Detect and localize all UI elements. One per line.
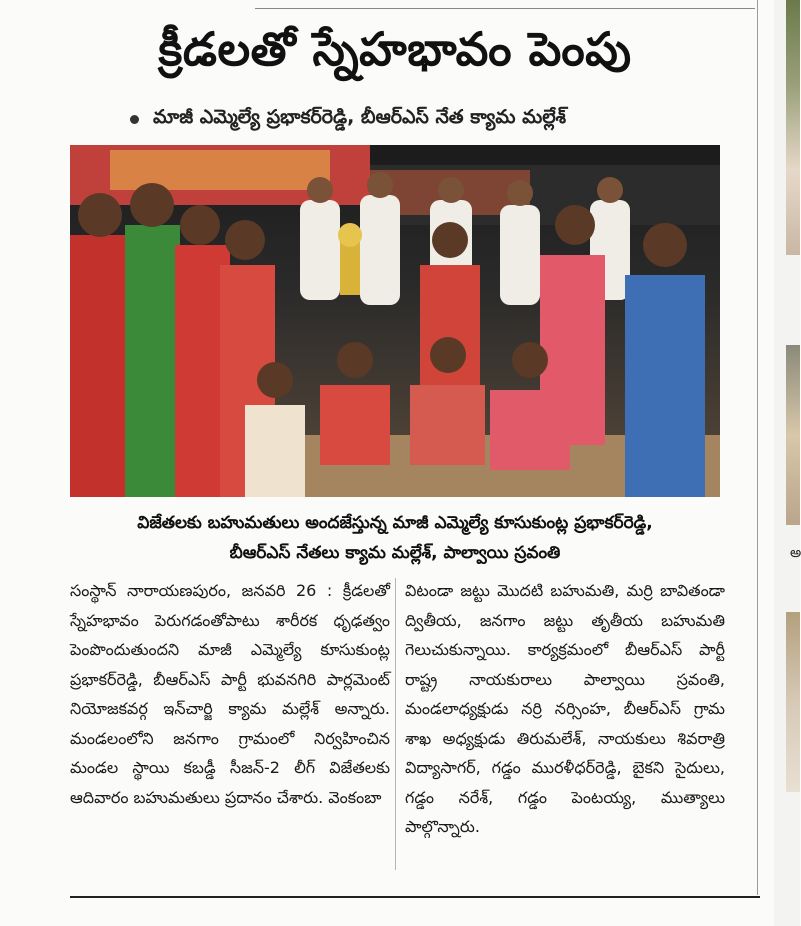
caption-line-2: బీఆర్‌ఎస్ నేతలు క్యామ మల్లేశ్, పాల్వాయి స్రవంతి — [229, 543, 561, 563]
news-photo — [70, 145, 720, 497]
adjacent-photo — [786, 612, 800, 792]
adjacent-photo — [786, 0, 800, 255]
photo-caption — [70, 508, 720, 568]
bottom-rule — [70, 896, 760, 898]
column-divider — [757, 0, 758, 895]
headline: క్రీడలతో స్నేహభావం పెంపు — [158, 22, 632, 76]
caption-line-1: విజేతలకు బహుమతులు అందజేస్తున్న మాజీ ఎమ్మెల్యే కూసుకుంట్ల ప్రభాకర్‌రెడ్డి, — [137, 513, 653, 533]
inner-column-divider — [395, 578, 396, 870]
photo-illustration — [70, 145, 720, 497]
body-column-2: విటండా జట్టు మొదటి బహుమతి, మర్రి బావితండా ద్వితీయ, జనగాం జట్టు తృతీయ బహుమతి గెలుచుకున్నాయి. కార్యక్రమంలో బీఆర్‌ఎస్ పార్టీ రాష్ట్ర నాయకురాలు పాల్వాయి స్రవంతి, మండలాధ్యక్షుడు నర్రి నర్సింహ, బీఆర్‌ఎస్ గ్రామ శాఖ అధ్యక్షుడు తిరుమలేశ్, నాయకులు శివరాత్రి విద్యాసాగర్, గడ్డం మురళీధర్‌రెడ్డి, బైకని సైదులు, గడ్డం నరేశ్, గడ్డం పెంటయ్య, ముత్యాలు పాల్గొన్నారు. — [405, 581, 725, 836]
adjacent-article-strip — [774, 0, 800, 926]
subheadline-text: మాజీ ఎమ్మెల్యే ప్రభాకర్‌రెడ్డి, బీఆర్‌ఎస్ నేత క్యామ మల్లేశ్ — [153, 106, 567, 128]
body-column-1: సంస్థాన్ నారాయణపురం, జనవరి 26 : క్రీడలతో స్నేహభావం పెరుగడంతోపాటు శారీరక ధృఢత్వం పెంపొందుతుందని మాజీ ఎమ్మెల్యే కూసుకుంట్ల ప్రభాకర్‌రెడ్డి, బీఆర్‌ఎస్ పార్టీ భువనగిరి పార్లమెంట్ నియోజకవర్గ ఇన్‌చార్జి క్యామ మల్లేశ్ అన్నారు. మండలంలోని జనగాం గ్రామంలో నిర్వహించిన మండల స్థాయి కబడ్డీ సీజన్-2 లీగ్ విజేతలకు ఆదివారం బహుమతులు ప్రదానం చేశారు. వెంకంబా — [70, 581, 390, 807]
adjacent-text-fragment: అ — [790, 545, 801, 561]
adjacent-photo — [786, 345, 800, 525]
subheadline — [130, 106, 690, 133]
top-rule — [255, 8, 755, 9]
bullet-icon — [130, 115, 139, 124]
